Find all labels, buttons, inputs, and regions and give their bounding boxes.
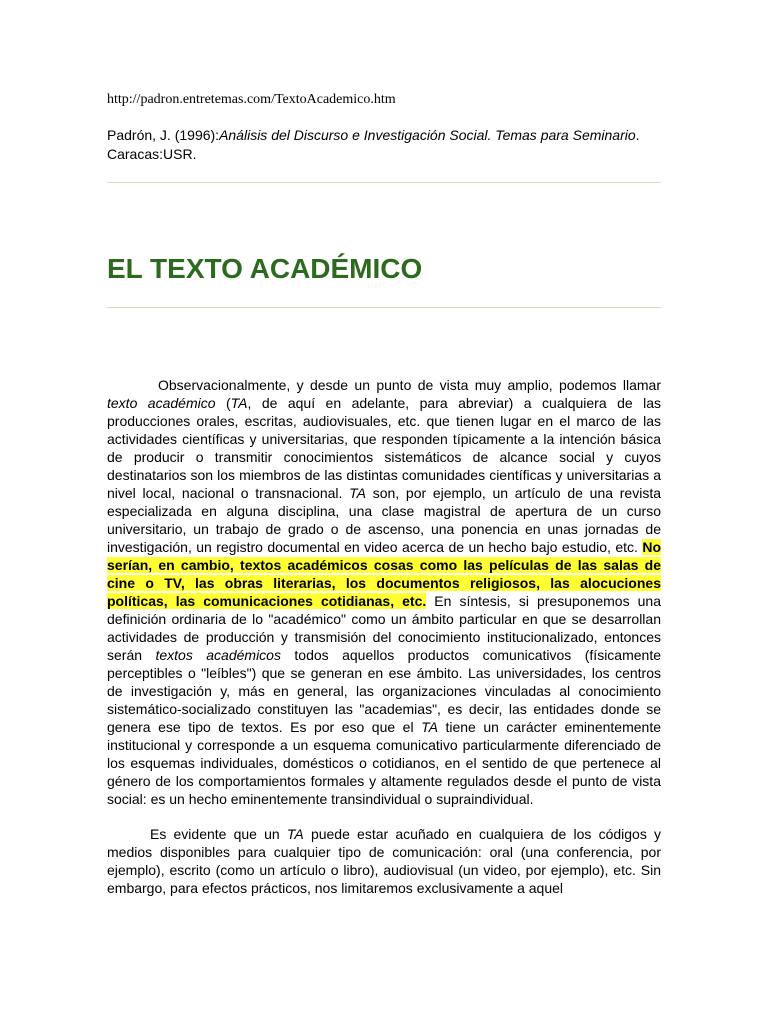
p1-text-1: Observacionalmente, y desde un punto de vista muy amplio, podemos llamar xyxy=(158,377,661,393)
paragraph-2 xyxy=(107,825,661,897)
p1-abbr-ta-2: TA xyxy=(349,485,367,501)
p1-text-3: , de aquí en adelante, para abreviar) a cualquiera de las producciones orales, escritas, audiovisuales, etc. que tienen lugar en el marco de las actividades científicas y universitarias, que responden típicamente a la intención básica de producir o transmitir conocimientos sistemáticos de alcance social y cuyos destinatarios son los miembros de las distintas comunidades científicas y universitarias a nivel local, nacional o transnacional. xyxy=(107,395,662,501)
paragraph-1 xyxy=(107,376,661,808)
p1-term-textos-academicos: textos académicos xyxy=(155,647,281,663)
highlighted-sentence: No serían, en cambio, textos académicos cosas como las películas de las salas de cine o TV, las obras literarias, los documentos religiosos, las alocuciones políticas, las comunicaciones cotidianas, etc. xyxy=(107,539,661,609)
citation xyxy=(107,126,661,164)
p2-text-2: puede estar acuñado en cualquiera de los códigos y medios disponibles para cualquier tipo de comunicación: oral (una conferencia, por ejemplo), escrito (como un artículo o libro), audiovisual (un video, por ejemplo), etc. Sin embargo, para efectos prácticos, nos limitaremos exclusivamente a aquel xyxy=(107,826,661,896)
p1-abbr-ta: TA xyxy=(230,395,248,411)
page-title: EL TEXTO ACADÉMICO xyxy=(107,253,423,284)
article-body xyxy=(107,376,661,914)
p1-text-7: tiene un carácter eminentemente institucional y corresponde a un esquema comunicativo particularmente diferenciado de los esquemas individuales, domésticos o cotidianos, en el sentido de que pertenece al género de los comportamientos formales y altamente regulados desde el punto de vista social: es un hecho eminentemente transindividual o supraindividual. xyxy=(107,719,661,807)
p1-text-6: todos aquellos productos comunicativos (físicamente perceptibles o "leíbles") que se generan en ese ámbito. Las universidades, los centros de investigación y, más en general, las organizaciones vinculadas al conocimiento sistemático-socializado constituyen las "academias", es decir, las entidades donde se genera ese tipo de textos. Es por eso que el xyxy=(107,647,661,735)
p1-text-2: ( xyxy=(215,395,231,411)
p1-term-texto-academico: texto académico xyxy=(107,395,216,411)
p1-text-4: son, por ejemplo, un artículo de una revista especializada en alguna disciplina, una clase magistral de apertura de un curso universitario, un trabajo de grado o de ascenso, una ponencia en unas jornadas de investigación, un registro documental en video acerca de un hecho bajo estudio, etc. xyxy=(107,485,661,555)
citation-book-title: Análisis del Discurso e Investigación Social. Temas para Seminario xyxy=(219,127,636,143)
p1-abbr-ta-3: TA xyxy=(421,719,438,735)
p2-abbr-ta: TA xyxy=(286,826,304,842)
divider-title xyxy=(107,307,661,308)
citation-author: Padrón, J. (1996): xyxy=(107,127,220,143)
divider-top xyxy=(107,182,661,183)
citation-publisher: . Caracas:USR. xyxy=(107,127,640,162)
p1-text-5: En síntesis, si presuponemos una definición ordinaria de lo "académico" como un ámbito particular en que se desarrollan actividades de producción y transmisión del conocimiento institucionalizado, entonces serán xyxy=(107,593,661,663)
source-url[interactable]: http://padron.entretemas.com/TextoAcademico.htm xyxy=(107,92,396,107)
p2-text-1: Es evidente que un xyxy=(150,826,287,842)
